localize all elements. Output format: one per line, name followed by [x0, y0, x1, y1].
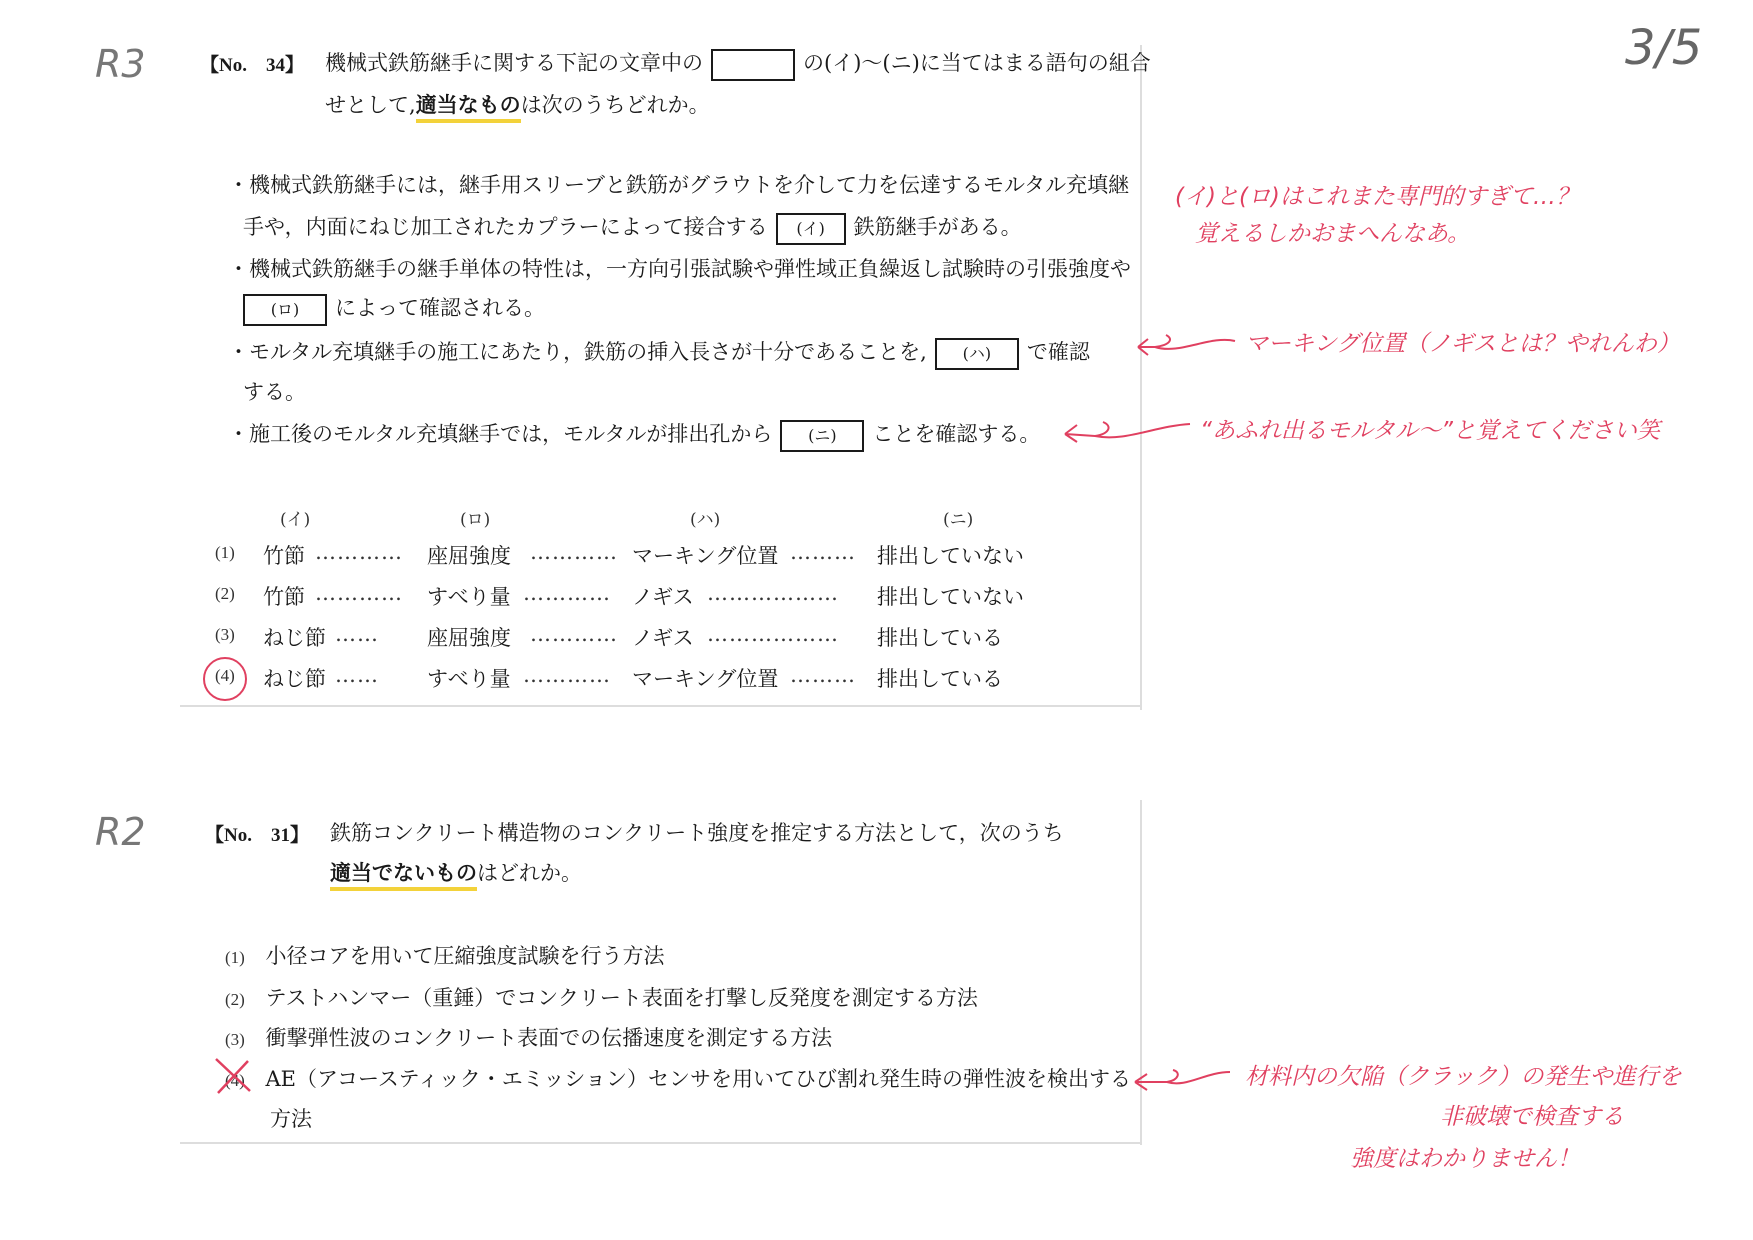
- handwritten-note-3: “あふれ出るモルタル〜”と覚えてください笑: [1200, 418, 1660, 444]
- column-head-ni: (ニ): [943, 510, 974, 530]
- blank-i: (イ): [776, 213, 846, 245]
- handwritten-note-1-line2: 覚えるしかおまへんなあ。: [1195, 221, 1471, 247]
- statement-2-line2: (ロ) によって確認される。: [235, 288, 545, 328]
- question-number: 【No. 34】: [200, 55, 304, 76]
- highlighted-phrase: 適当でないもの: [330, 860, 477, 891]
- answer-option-1: (1) 小径コアを用いて圧縮強度試験を行う方法: [225, 944, 665, 968]
- statement-2-line1: ・機械式鉄筋継手の継手単体の特性は，一方向引張試験や弾性域正負繰返し試験時の引張強度や: [228, 257, 1131, 281]
- question-number: 【No. 31】: [205, 825, 309, 846]
- page-number-marker: 3/5: [1625, 20, 1703, 76]
- year-label-r2: R2: [95, 810, 146, 854]
- question-stem-line1: 鉄筋コンクリート構造物のコンクリート強度を推定する方法として，次のうち: [330, 821, 1064, 845]
- handwritten-note-4-line1: 材料内の欠陥（クラック）の発生や進行を: [1245, 1064, 1682, 1090]
- column-head-ha: (ハ): [690, 510, 721, 530]
- handwritten-note-4-line3: 強度はわかりません！: [1350, 1146, 1580, 1172]
- year-label-r3: R3: [95, 42, 146, 86]
- statement-1-line1: ・機械式鉄筋継手には，継手用スリーブと鉄筋がグラウトを介して力を伝達するモルタル充填継: [228, 173, 1130, 197]
- question-stem-line2: せとして,適当なものは次のうちどれか。: [325, 82, 710, 128]
- column-head-i: (イ): [280, 510, 311, 530]
- handwritten-note-2: マーキング位置（ノギスとは？やれんわ）: [1245, 331, 1680, 357]
- handwritten-note-4-line2: 非破壊で検査する: [1440, 1104, 1624, 1130]
- statement-1-line2: 手や，内面にねじ加工されたカプラーによって接合する (イ) 鉄筋継手がある。: [243, 207, 1022, 247]
- answer-option-4: (4) AE（アコースティック・エミッション）センサを用いてひび割れ発生時の弾性波を検出する: [225, 1067, 1131, 1091]
- question-stem-line2: 適当でないものはどれか。: [330, 850, 582, 896]
- blank-ni: (ニ): [780, 420, 864, 452]
- arrow-icon: [1055, 410, 1195, 450]
- answer-blank-box: [711, 49, 795, 81]
- highlighted-phrase: 適当なもの: [416, 92, 521, 123]
- column-head-ro: (ロ): [460, 510, 491, 530]
- blank-ha: (ハ): [935, 338, 1019, 370]
- answer-option-3: (3) 衝撃弾性波のコンクリート表面での伝播速度を測定する方法: [225, 1026, 833, 1050]
- statement-3-line1: ・モルタル充填継手の施工にあたり，鉄筋の挿入長さが十分であることを, (ハ) で確認: [228, 332, 1090, 372]
- statement-4: ・施工後のモルタル充填継手では，モルタルが排出孔から (ニ) ことを確認する。: [228, 414, 1040, 454]
- question-stem-line1: 機械式鉄筋継手に関する下記の文章中の の(イ)～(ニ)に当てはまる語句の組合: [325, 40, 1151, 86]
- cross-mark-icon: [212, 1055, 256, 1095]
- handwritten-note-1-line1: (イ)と(ロ)はこれまた専門的すぎて…？: [1175, 184, 1579, 210]
- blank-ro: (ロ): [243, 294, 327, 326]
- answer-option-2: (2) テストハンマー（重錘）でコンクリート表面を打撃し反発度を測定する方法: [225, 986, 978, 1010]
- answer-option-4-line2: 方法: [270, 1107, 312, 1131]
- statement-3-line2: する。: [243, 380, 306, 404]
- arrow-icon: [1125, 1060, 1235, 1100]
- arrow-icon: [1130, 325, 1240, 365]
